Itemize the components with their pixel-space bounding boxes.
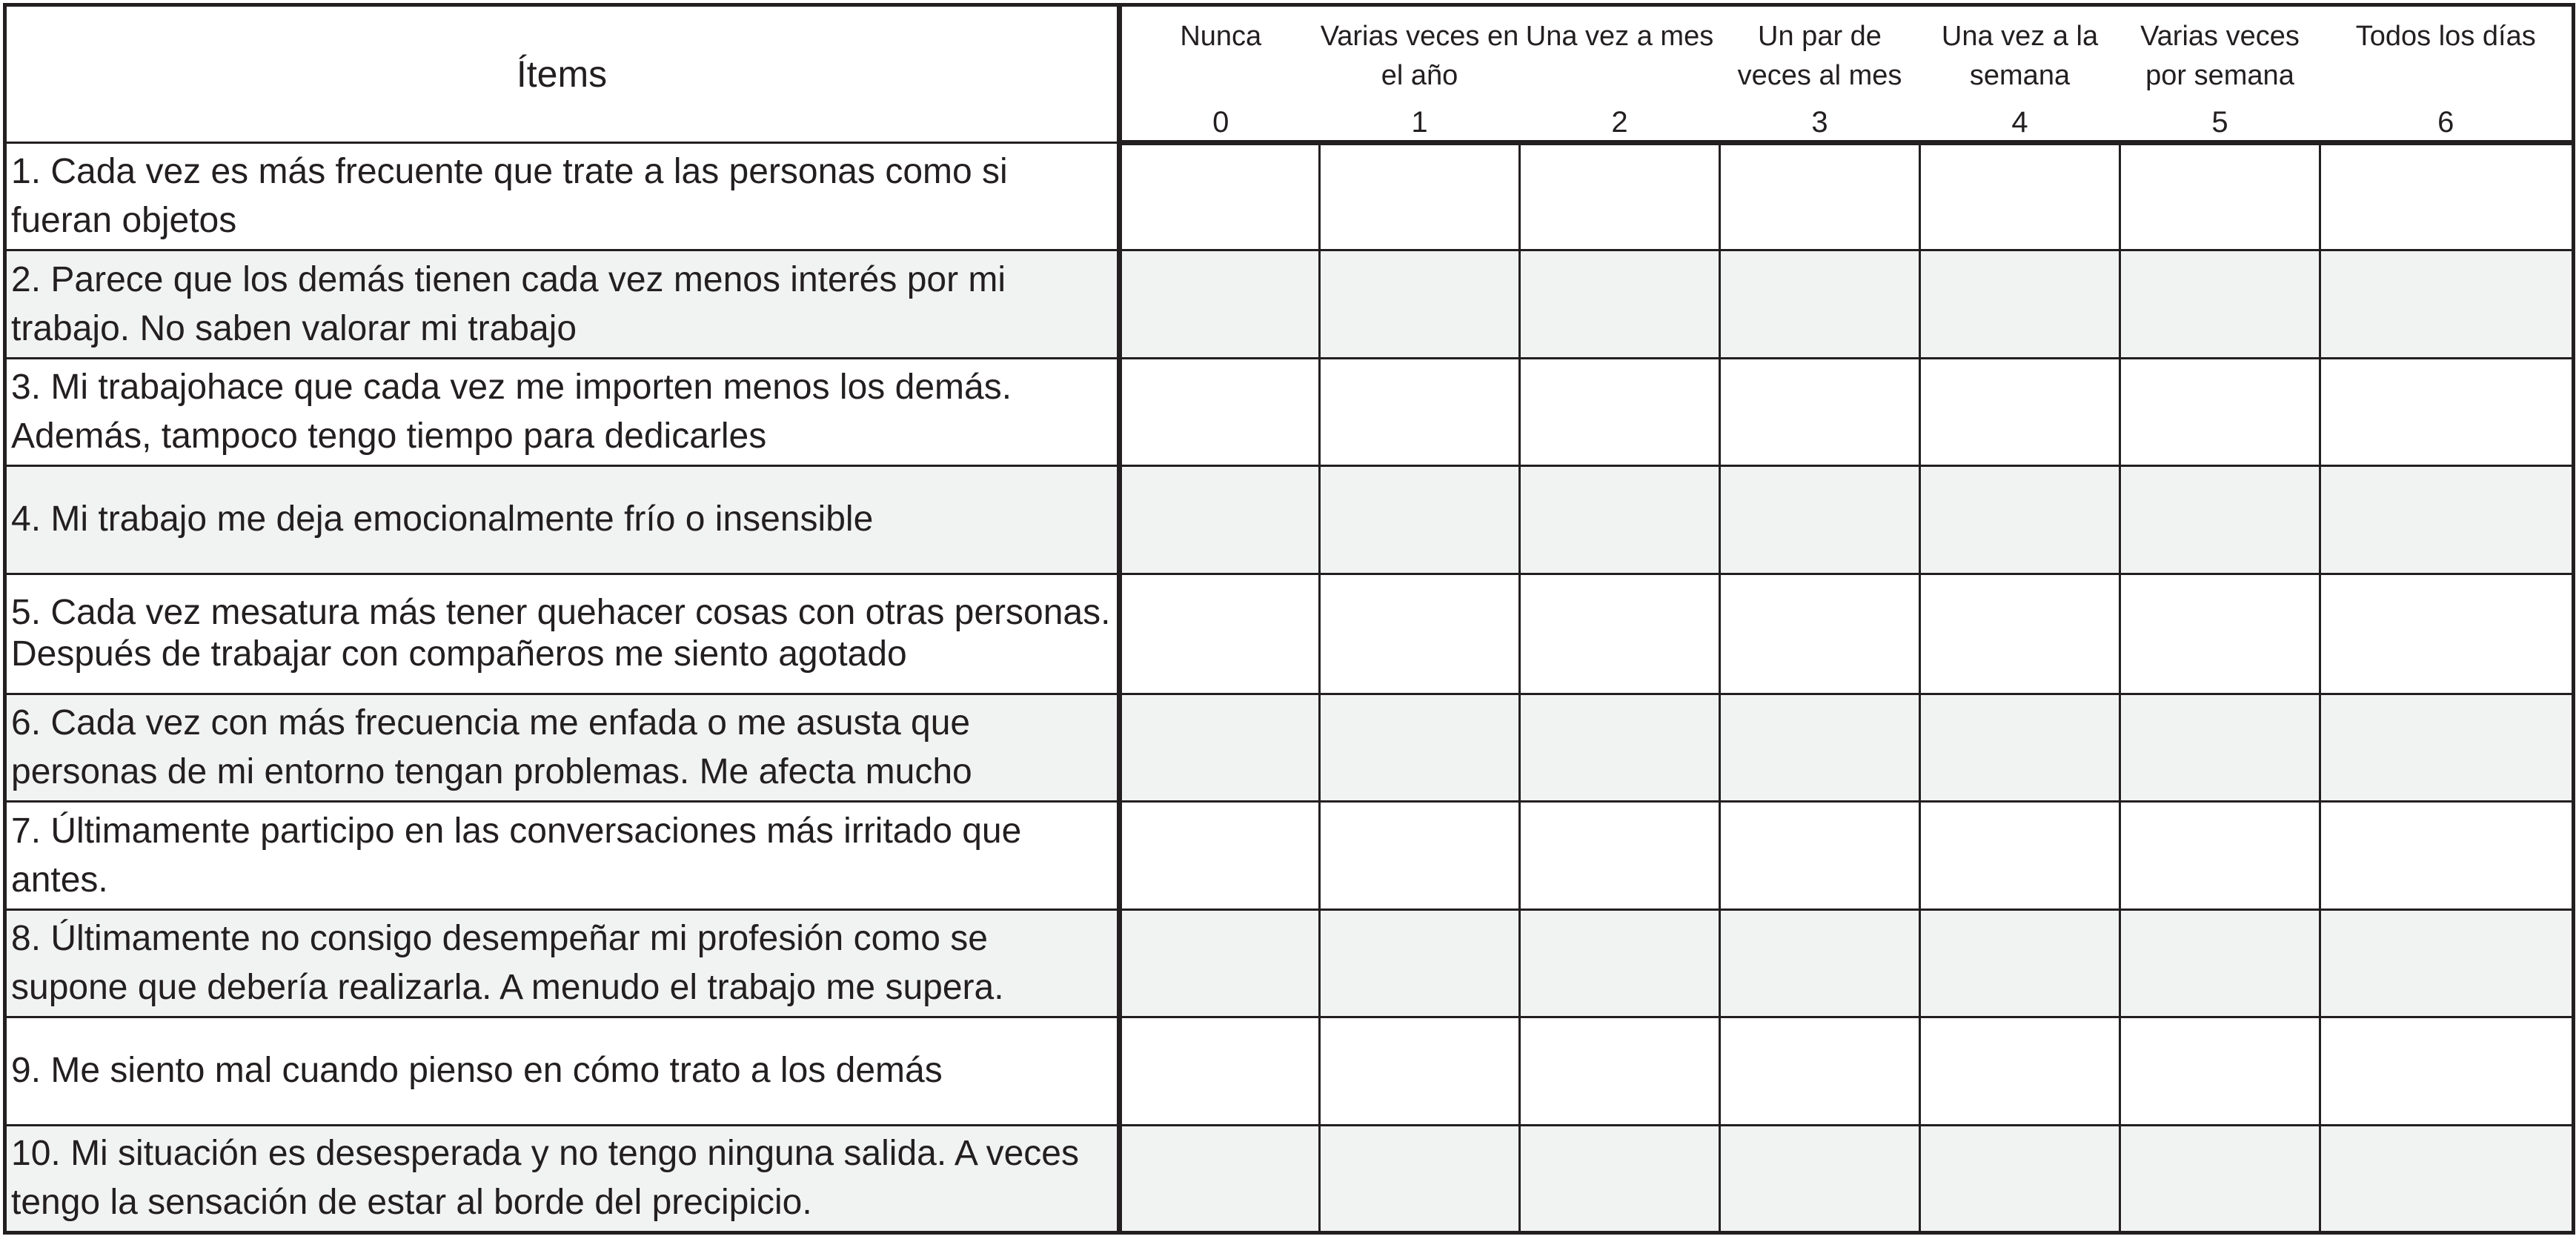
answer-cell-5[interactable] [2120, 909, 2320, 1017]
answer-cell-5[interactable] [2120, 1017, 2320, 1125]
answer-cell-4[interactable] [1920, 694, 2120, 802]
item-row-1 [5, 143, 2574, 250]
scale-label: Todos los días [2355, 21, 2536, 52]
answer-cell-3[interactable] [1720, 909, 1920, 1017]
answer-cell-3[interactable] [1720, 143, 1920, 250]
item-text: 8. Últimamente no consigo desempeñar mi profesión como se supone que debería realizarla. A menudo el trabajo me supera. [5, 909, 1120, 1017]
scale-option-1 [1320, 5, 1520, 143]
answer-cell-5[interactable] [2120, 466, 2320, 574]
answer-cell-4[interactable] [1920, 250, 2120, 358]
answer-cell-3[interactable] [1720, 694, 1920, 802]
scale-label: Varias veces en el año [1320, 21, 1519, 91]
answer-cell-2[interactable] [1520, 358, 1720, 465]
scale-value: 3 [1811, 106, 1828, 139]
item-text: 9. Me siento mal cuando pienso en cómo trato a los demás [5, 1017, 1120, 1125]
answer-cell-3[interactable] [1720, 1017, 1920, 1125]
answer-cell-1[interactable] [1320, 802, 1520, 909]
answer-cell-0[interactable] [1120, 1017, 1320, 1125]
scale-value: 5 [2211, 106, 2228, 139]
answer-cell-0[interactable] [1120, 802, 1320, 909]
answer-cell-0[interactable] [1120, 909, 1320, 1017]
scale-option-0 [1120, 5, 1320, 143]
item-text: 5. Cada vez mesatura más tener quehacer cosas con otras personas. Después de trabajar con compañeros me siento agotado [5, 574, 1120, 694]
item-text: 3. Mi trabajohace que cada vez me importen menos los demás. Además, tampoco tengo tiempo para dedicarles [5, 358, 1120, 465]
scale-label: Una vez a mes [1525, 21, 1714, 52]
answer-cell-6[interactable] [2320, 358, 2574, 465]
header-row [5, 5, 2574, 143]
answer-cell-5[interactable] [2120, 250, 2320, 358]
scale-option-2 [1520, 5, 1720, 143]
answer-cell-2[interactable] [1520, 694, 1720, 802]
item-text: 6. Cada vez con más frecuencia me enfada o me asusta que personas de mi entorno tengan problemas. Me afecta mucho [5, 694, 1120, 802]
answer-cell-0[interactable] [1120, 694, 1320, 802]
answer-cell-1[interactable] [1320, 574, 1520, 694]
answer-cell-1[interactable] [1320, 250, 1520, 358]
answer-cell-5[interactable] [2120, 802, 2320, 909]
answer-cell-4[interactable] [1920, 143, 2120, 250]
answer-cell-3[interactable] [1720, 466, 1920, 574]
survey-table [3, 3, 2575, 1235]
answer-cell-2[interactable] [1520, 802, 1720, 909]
item-row-5 [5, 574, 2574, 694]
answer-cell-2[interactable] [1520, 466, 1720, 574]
item-text: 1. Cada vez es más frecuente que trate a las personas como si fueran objetos [5, 143, 1120, 250]
answer-cell-0[interactable] [1120, 574, 1320, 694]
answer-cell-4[interactable] [1920, 358, 2120, 465]
answer-cell-2[interactable] [1520, 574, 1720, 694]
item-text: 2. Parece que los demás tienen cada vez menos interés por mi trabajo. No saben valorar mi trabajo [5, 250, 1120, 358]
items-body [5, 143, 2574, 1233]
answer-cell-2[interactable] [1520, 1017, 1720, 1125]
scale-value: 0 [1212, 106, 1229, 139]
item-text: 10. Mi situación es desesperada y no tengo ninguna salida. A veces tengo la sensación de estar al borde del precipicio. [5, 1125, 1120, 1232]
answer-cell-0[interactable] [1120, 143, 1320, 250]
answer-cell-6[interactable] [2320, 909, 2574, 1017]
answer-cell-1[interactable] [1320, 1017, 1520, 1125]
item-row-8 [5, 909, 2574, 1017]
scale-label: Varias veces por semana [2140, 21, 2300, 91]
answer-cell-6[interactable] [2320, 574, 2574, 694]
scale-value: 6 [2437, 106, 2454, 139]
answer-cell-4[interactable] [1920, 909, 2120, 1017]
scale-value: 4 [2011, 106, 2028, 139]
scale-label: Una vez a la semana [1941, 21, 2099, 91]
answer-cell-5[interactable] [2120, 1125, 2320, 1232]
scale-option-6 [2320, 5, 2574, 143]
answer-cell-3[interactable] [1720, 574, 1920, 694]
answer-cell-0[interactable] [1120, 358, 1320, 465]
answer-cell-6[interactable] [2320, 250, 2574, 358]
scale-label: Nunca [1180, 21, 1262, 52]
scale-value: 1 [1411, 106, 1428, 139]
answer-cell-4[interactable] [1920, 802, 2120, 909]
answer-cell-1[interactable] [1320, 143, 1520, 250]
answer-cell-6[interactable] [2320, 143, 2574, 250]
answer-cell-0[interactable] [1120, 250, 1320, 358]
scale-option-4 [1920, 5, 2120, 143]
answer-cell-4[interactable] [1920, 1017, 2120, 1125]
item-text: 7. Últimamente participo en las conversaciones más irritado que antes. [5, 802, 1120, 909]
answer-cell-5[interactable] [2120, 143, 2320, 250]
scale-option-5 [2120, 5, 2320, 143]
item-row-9 [5, 1017, 2574, 1125]
answer-cell-4[interactable] [1920, 466, 2120, 574]
answer-cell-0[interactable] [1120, 466, 1320, 574]
answer-cell-4[interactable] [1920, 1125, 2120, 1232]
item-row-2 [5, 250, 2574, 358]
answer-cell-4[interactable] [1920, 574, 2120, 694]
answer-cell-6[interactable] [2320, 1017, 2574, 1125]
scale-option-3 [1720, 5, 1920, 143]
answer-cell-5[interactable] [2120, 694, 2320, 802]
answer-cell-6[interactable] [2320, 466, 2574, 574]
answer-cell-0[interactable] [1120, 1125, 1320, 1232]
item-text: 4. Mi trabajo me deja emocionalmente frío o insensible [5, 466, 1120, 574]
item-row-6 [5, 694, 2574, 802]
answer-cell-1[interactable] [1320, 1125, 1520, 1232]
item-row-4 [5, 466, 2574, 574]
answer-cell-2[interactable] [1520, 909, 1720, 1017]
answer-cell-2[interactable] [1520, 250, 1720, 358]
answer-cell-2[interactable] [1520, 1125, 1720, 1232]
answer-cell-6[interactable] [2320, 1125, 2574, 1232]
answer-cell-1[interactable] [1320, 466, 1520, 574]
scale-value: 2 [1611, 106, 1628, 139]
answer-cell-1[interactable] [1320, 694, 1520, 802]
answer-cell-2[interactable] [1520, 143, 1720, 250]
scale-label: Un par de veces al mes [1737, 21, 1902, 91]
answer-cell-6[interactable] [2320, 694, 2574, 802]
answer-cell-1[interactable] [1320, 358, 1520, 465]
answer-cell-3[interactable] [1720, 358, 1920, 465]
items-header: Ítems [5, 5, 1120, 143]
answer-cell-3[interactable] [1720, 802, 1920, 909]
answer-cell-5[interactable] [2120, 358, 2320, 465]
answer-cell-3[interactable] [1720, 250, 1920, 358]
item-row-10 [5, 1125, 2574, 1232]
item-row-7 [5, 802, 2574, 909]
answer-cell-5[interactable] [2120, 574, 2320, 694]
item-row-3 [5, 358, 2574, 465]
answer-cell-6[interactable] [2320, 802, 2574, 909]
answer-cell-1[interactable] [1320, 909, 1520, 1017]
answer-cell-3[interactable] [1720, 1125, 1920, 1232]
